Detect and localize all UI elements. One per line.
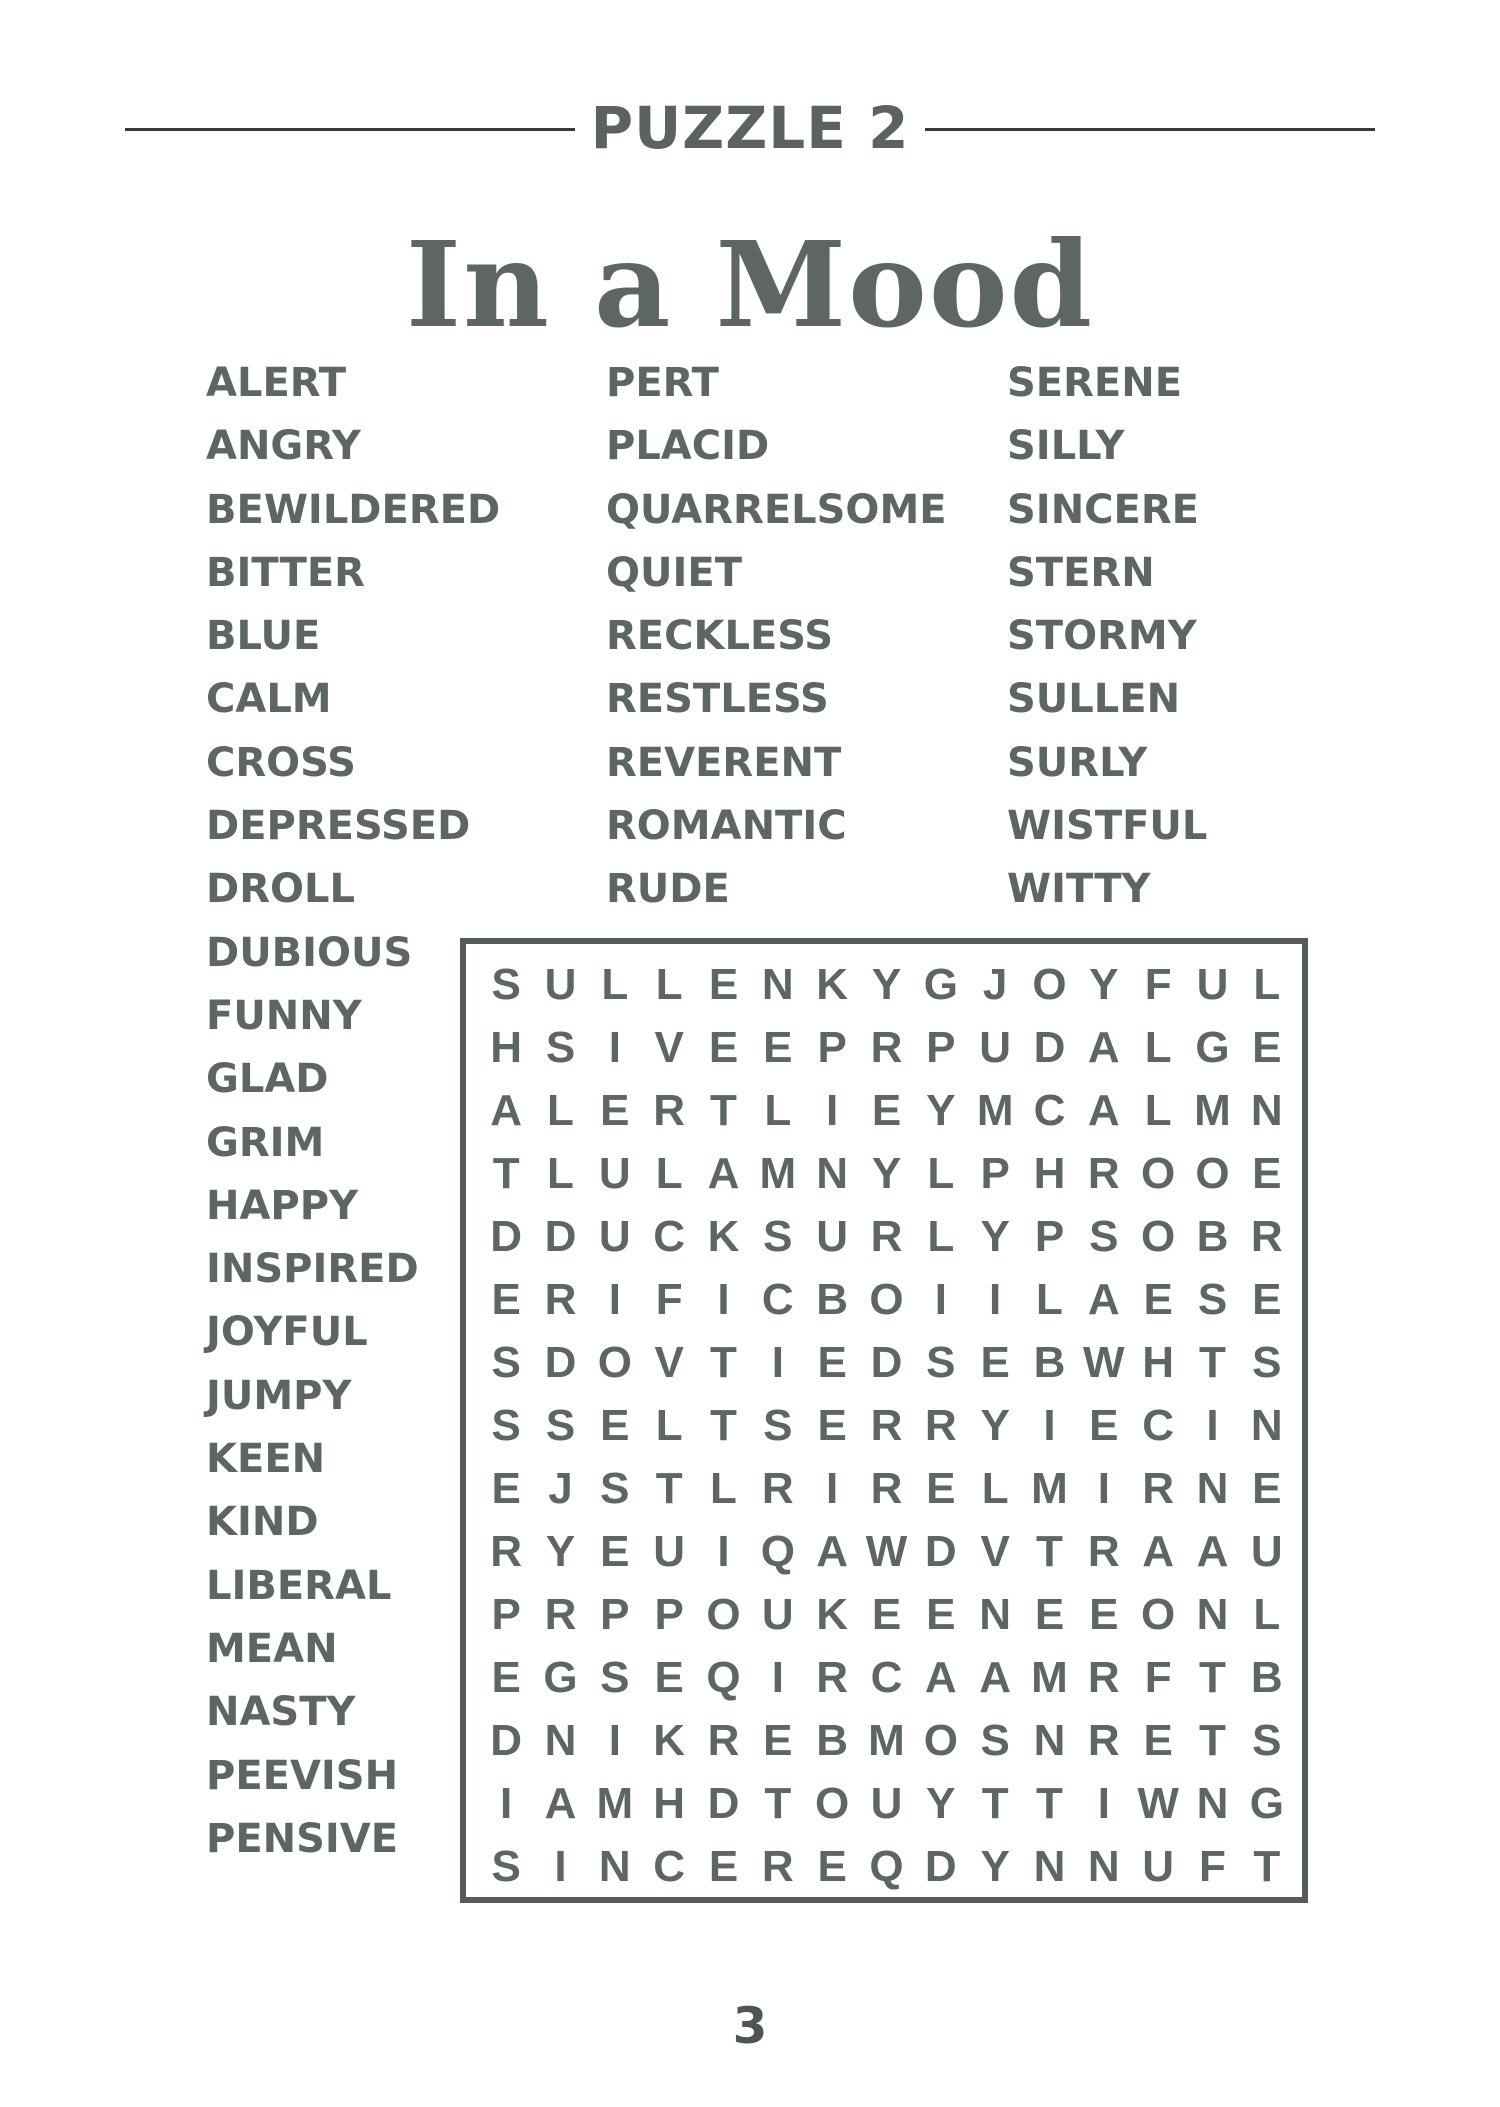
word-list-item: ANGRY bbox=[206, 423, 361, 470]
word-list-item: SILLY bbox=[1007, 423, 1125, 470]
page-number: 3 bbox=[732, 1997, 768, 2055]
word-list-item: RESTLESS bbox=[606, 676, 829, 723]
grid-cell[interactable]: H bbox=[1033, 1148, 1066, 1198]
grid-cell[interactable]: P bbox=[1034, 1211, 1065, 1261]
grid-cell[interactable]: N bbox=[1196, 1778, 1229, 1828]
grid-cell[interactable]: I bbox=[771, 1337, 784, 1387]
grid-cell[interactable]: E bbox=[926, 1589, 956, 1639]
grid-cell[interactable]: Y bbox=[871, 1148, 902, 1198]
grid-cell[interactable]: I bbox=[608, 1715, 621, 1765]
word-list-item: BLUE bbox=[206, 613, 321, 660]
grid-cell[interactable]: L bbox=[764, 1085, 792, 1135]
grid-cell[interactable]: R bbox=[870, 1211, 903, 1261]
grid-cell[interactable]: N bbox=[544, 1715, 577, 1765]
grid-cell[interactable]: E bbox=[817, 1400, 847, 1450]
grid-cell[interactable]: N bbox=[1087, 1841, 1120, 1891]
grid-cell[interactable]: N bbox=[979, 1589, 1012, 1639]
grid-cell[interactable]: U bbox=[598, 1148, 631, 1198]
grid-cell[interactable]: M bbox=[976, 1085, 1014, 1135]
grid-cell[interactable]: Y bbox=[871, 959, 902, 1009]
grid-cell[interactable]: C bbox=[1033, 1085, 1066, 1135]
grid-cell[interactable]: E bbox=[1252, 1148, 1282, 1198]
grid-cell[interactable]: R bbox=[544, 1589, 577, 1639]
grid-cell[interactable]: I bbox=[717, 1274, 730, 1324]
grid-cell[interactable]: A bbox=[1087, 1085, 1120, 1135]
grid-cell[interactable]: E bbox=[654, 1652, 684, 1702]
grid-cell[interactable]: R bbox=[761, 1841, 794, 1891]
grid-cell[interactable]: E bbox=[763, 1022, 793, 1072]
grid-cell[interactable]: I bbox=[1097, 1463, 1110, 1513]
word-list-item: WISTFUL bbox=[1007, 803, 1208, 850]
grid-cell[interactable]: S bbox=[600, 1463, 630, 1513]
grid-cell[interactable]: S bbox=[1197, 1274, 1228, 1324]
grid-cell[interactable]: W bbox=[1083, 1337, 1125, 1387]
word-list-item: STERN bbox=[1007, 549, 1155, 596]
grid-cell[interactable]: I bbox=[554, 1841, 567, 1891]
word-list-item: PENSIVE bbox=[206, 1815, 399, 1862]
grid-cell[interactable]: W bbox=[865, 1526, 908, 1576]
grid-cell[interactable]: T bbox=[1036, 1778, 1063, 1828]
grid-cell[interactable]: T bbox=[981, 1778, 1009, 1828]
word-list-item: PEEVISH bbox=[206, 1752, 399, 1799]
grid-cell[interactable]: L bbox=[927, 1211, 955, 1261]
grid-cell[interactable]: M bbox=[759, 1148, 797, 1198]
grid-cell[interactable]: L bbox=[1144, 1085, 1172, 1135]
grid-cell[interactable]: C bbox=[653, 1211, 686, 1261]
grid-cell[interactable]: O bbox=[923, 1715, 958, 1765]
grid-cell[interactable]: F bbox=[1144, 1652, 1172, 1702]
grid-cell[interactable]: I bbox=[608, 1022, 621, 1072]
grid-cell[interactable]: S bbox=[1252, 1715, 1282, 1765]
grid-cell[interactable]: R bbox=[1087, 1526, 1120, 1576]
word-list-item: BITTER bbox=[206, 549, 365, 596]
word-list-item: SERENE bbox=[1007, 360, 1183, 406]
grid-cell[interactable]: S bbox=[980, 1715, 1010, 1765]
grid-cell[interactable]: E bbox=[708, 1841, 739, 1891]
word-list-item: PLACID bbox=[606, 423, 770, 470]
grid-cell[interactable]: S bbox=[545, 1400, 576, 1450]
word-list-item: KEEN bbox=[206, 1436, 326, 1483]
word-list-item: WITTY bbox=[1007, 866, 1151, 913]
grid-cell[interactable]: A bbox=[816, 1526, 849, 1576]
grid-cell[interactable]: C bbox=[653, 1841, 686, 1891]
word-list-item: REVERENT bbox=[606, 739, 842, 786]
word-list-item: DROLL bbox=[206, 866, 355, 913]
grid-cell[interactable]: K bbox=[816, 959, 849, 1009]
word-search-grid[interactable] bbox=[479, 953, 1294, 1898]
word-list-item: HAPPY bbox=[206, 1182, 359, 1229]
word-list-item: SULLEN bbox=[1007, 676, 1181, 723]
grid-cell[interactable]: U bbox=[544, 959, 577, 1009]
grid-cell[interactable]: Q bbox=[760, 1526, 795, 1576]
word-list-item: RUDE bbox=[606, 866, 730, 913]
grid-cell[interactable]: U bbox=[653, 1526, 686, 1576]
grid-cell[interactable]: A bbox=[979, 1652, 1012, 1702]
grid-cell[interactable]: B bbox=[1033, 1337, 1066, 1387]
word-list-item: ROMANTIC bbox=[606, 803, 847, 850]
grid-cell[interactable]: T bbox=[710, 1085, 737, 1135]
word-list-column-3 bbox=[1007, 352, 1207, 922]
word-list-item: GRIM bbox=[206, 1119, 325, 1166]
word-list-item: CROSS bbox=[206, 739, 356, 786]
grid-cell[interactable]: R bbox=[653, 1085, 686, 1135]
grid-cell[interactable]: B bbox=[816, 1274, 849, 1324]
grid-cell[interactable]: K bbox=[653, 1715, 686, 1765]
grid-cell[interactable]: U bbox=[1142, 1841, 1175, 1891]
grid-cell[interactable]: Y bbox=[1089, 959, 1119, 1009]
grid-cell[interactable]: J bbox=[982, 959, 1008, 1009]
grid-cell[interactable]: I bbox=[934, 1274, 947, 1324]
word-list-item: NASTY bbox=[206, 1689, 356, 1736]
grid-cell[interactable]: E bbox=[1252, 1274, 1282, 1324]
grid-cell[interactable]: E bbox=[763, 1715, 793, 1765]
grid-cell[interactable]: H bbox=[490, 1022, 523, 1072]
grid-cell[interactable]: G bbox=[923, 959, 958, 1009]
grid-cell[interactable]: A bbox=[1142, 1526, 1175, 1576]
word-search-grid-frame bbox=[460, 938, 1308, 1903]
grid-cell[interactable]: A bbox=[924, 1652, 957, 1702]
grid-cell[interactable]: E bbox=[1143, 1274, 1173, 1324]
grid-cell[interactable]: F bbox=[655, 1274, 683, 1324]
grid-cell[interactable]: U bbox=[598, 1211, 631, 1261]
word-list-item: LIBERAL bbox=[206, 1562, 392, 1609]
grid-cell[interactable]: C bbox=[761, 1274, 794, 1324]
word-list-item: BEWILDERED bbox=[206, 486, 501, 533]
word-list-column-2 bbox=[606, 352, 947, 922]
grid-cell[interactable]: M bbox=[868, 1715, 905, 1765]
grid-cell[interactable]: P bbox=[926, 1022, 956, 1072]
grid-cell[interactable]: E bbox=[1143, 1715, 1173, 1765]
grid-cell[interactable]: I bbox=[1043, 1400, 1056, 1450]
grid-cell[interactable]: I bbox=[1206, 1400, 1219, 1450]
grid-cell[interactable]: R bbox=[1250, 1211, 1283, 1261]
grid-cell[interactable]: S bbox=[491, 1841, 521, 1891]
word-list-item: INSPIRED bbox=[206, 1246, 419, 1293]
grid-cell[interactable]: Y bbox=[545, 1526, 576, 1576]
grid-cell[interactable]: B bbox=[816, 1715, 849, 1765]
word-list-column-1 bbox=[206, 352, 500, 1871]
grid-cell[interactable]: H bbox=[653, 1778, 686, 1828]
grid-cell[interactable]: T bbox=[1036, 1526, 1063, 1576]
grid-cell[interactable]: D bbox=[490, 1211, 523, 1261]
grid-cell[interactable]: E bbox=[1252, 1022, 1282, 1072]
grid-cell[interactable]: Y bbox=[926, 1085, 956, 1135]
grid-cell[interactable]: P bbox=[980, 1148, 1010, 1198]
grid-cell[interactable]: T bbox=[1253, 1841, 1281, 1891]
grid-cell[interactable]: N bbox=[1196, 1463, 1229, 1513]
grid-cell[interactable]: N bbox=[761, 959, 794, 1009]
grid-cell[interactable]: T bbox=[710, 1400, 737, 1450]
grid-cell[interactable]: N bbox=[598, 1841, 631, 1891]
grid-cell[interactable]: S bbox=[491, 959, 521, 1009]
grid-cell[interactable]: T bbox=[1199, 1652, 1226, 1702]
grid-cell[interactable]: E bbox=[491, 1652, 521, 1702]
grid-cell[interactable]: O bbox=[1032, 959, 1067, 1009]
grid-cell[interactable]: L bbox=[981, 1463, 1009, 1513]
grid-cell[interactable]: F bbox=[1144, 959, 1172, 1009]
word-list-item: STORMY bbox=[1007, 613, 1197, 660]
word-list-item: GLAD bbox=[206, 1056, 329, 1103]
grid-cell[interactable]: O bbox=[1141, 1148, 1176, 1198]
grid-cell[interactable]: L bbox=[1253, 959, 1281, 1009]
grid-cell[interactable]: S bbox=[1089, 1211, 1119, 1261]
grid-cell[interactable]: E bbox=[600, 1085, 630, 1135]
word-list-item: SURLY bbox=[1007, 739, 1148, 786]
grid-cell[interactable]: P bbox=[600, 1589, 630, 1639]
grid-cell[interactable]: B bbox=[1196, 1211, 1229, 1261]
grid-cell[interactable]: U bbox=[1196, 959, 1229, 1009]
grid-cell[interactable]: U bbox=[816, 1211, 849, 1261]
grid-cell[interactable]: E bbox=[600, 1526, 630, 1576]
grid-cell[interactable]: S bbox=[491, 1400, 521, 1450]
grid-cell[interactable]: G bbox=[543, 1652, 578, 1702]
grid-cell[interactable]: A bbox=[707, 1148, 740, 1198]
grid-cell[interactable]: R bbox=[1142, 1463, 1175, 1513]
grid-cell[interactable]: N bbox=[816, 1148, 849, 1198]
grid-cell[interactable]: L bbox=[1036, 1274, 1063, 1324]
grid-cell[interactable]: A bbox=[1087, 1274, 1120, 1324]
grid-cell[interactable]: G bbox=[1195, 1022, 1230, 1072]
grid-cell[interactable]: U bbox=[1250, 1526, 1283, 1576]
grid-cell[interactable]: G bbox=[1249, 1778, 1284, 1828]
grid-cell[interactable]: M bbox=[1031, 1652, 1068, 1702]
grid-cell[interactable]: L bbox=[547, 1148, 574, 1198]
grid-cell[interactable]: Y bbox=[980, 1400, 1010, 1450]
grid-cell[interactable]: D bbox=[490, 1715, 523, 1765]
grid-cell[interactable]: A bbox=[1196, 1526, 1229, 1576]
grid-cell[interactable]: R bbox=[1087, 1715, 1120, 1765]
grid-cell[interactable]: R bbox=[870, 1022, 903, 1072]
grid-cell[interactable]: P bbox=[817, 1022, 847, 1072]
grid-cell[interactable]: L bbox=[655, 1148, 683, 1198]
grid-cell[interactable]: L bbox=[710, 1463, 737, 1513]
grid-cell[interactable]: U bbox=[870, 1778, 903, 1828]
grid-cell[interactable]: I bbox=[989, 1274, 1002, 1324]
grid-cell[interactable]: I bbox=[608, 1274, 621, 1324]
grid-cell[interactable]: R bbox=[816, 1652, 849, 1702]
grid-cell[interactable]: W bbox=[1137, 1778, 1179, 1828]
grid-cell[interactable]: Y bbox=[926, 1778, 956, 1828]
grid-cell[interactable]: O bbox=[597, 1337, 632, 1387]
grid-cell[interactable]: L bbox=[1144, 1022, 1172, 1072]
puzzle-title: In a Mood bbox=[405, 215, 1095, 354]
grid-cell[interactable]: O bbox=[1141, 1589, 1176, 1639]
grid-cell[interactable]: D bbox=[1033, 1022, 1066, 1072]
word-list-item: JOYFUL bbox=[206, 1309, 368, 1356]
word-list-item: SINCERE bbox=[1007, 486, 1199, 533]
grid-cell[interactable]: O bbox=[706, 1589, 741, 1639]
word-list-item: KIND bbox=[206, 1499, 319, 1546]
grid-cell[interactable]: Q bbox=[706, 1652, 741, 1702]
grid-cell[interactable]: S bbox=[763, 1400, 793, 1450]
grid-cell[interactable]: K bbox=[707, 1211, 740, 1261]
grid-cell[interactable]: E bbox=[708, 959, 739, 1009]
grid-cell[interactable]: N bbox=[1196, 1589, 1229, 1639]
grid-cell[interactable]: A bbox=[544, 1778, 577, 1828]
grid-cell[interactable]: V bbox=[980, 1526, 1010, 1576]
grid-cell[interactable]: R bbox=[870, 1463, 903, 1513]
grid-cell[interactable]: E bbox=[871, 1085, 902, 1135]
grid-cell[interactable]: H bbox=[1142, 1337, 1175, 1387]
grid-cell[interactable]: R bbox=[924, 1400, 957, 1450]
grid-cell[interactable]: D bbox=[707, 1778, 740, 1828]
word-list-item: ALERT bbox=[206, 360, 347, 406]
grid-cell[interactable]: L bbox=[655, 959, 683, 1009]
grid-cell[interactable]: R bbox=[707, 1715, 740, 1765]
word-list-item: MEAN bbox=[206, 1625, 338, 1672]
grid-cell[interactable]: R bbox=[870, 1400, 903, 1450]
grid-cell[interactable]: D bbox=[924, 1841, 957, 1891]
grid-cell[interactable]: T bbox=[1199, 1337, 1226, 1387]
grid-cell[interactable]: B bbox=[1250, 1652, 1283, 1702]
grid-cell[interactable]: T bbox=[492, 1148, 520, 1198]
grid-cell[interactable]: S bbox=[763, 1211, 793, 1261]
grid-cell[interactable]: E bbox=[600, 1400, 630, 1450]
grid-cell[interactable]: Q bbox=[869, 1841, 904, 1891]
grid-cell[interactable]: I bbox=[500, 1778, 513, 1828]
grid-cell[interactable]: T bbox=[1199, 1715, 1226, 1765]
grid-cell[interactable]: S bbox=[1252, 1337, 1282, 1387]
grid-cell[interactable]: D bbox=[544, 1211, 577, 1261]
grid-cell[interactable]: O bbox=[815, 1778, 850, 1828]
grid-cell[interactable]: R bbox=[761, 1463, 794, 1513]
grid-cell[interactable]: E bbox=[1034, 1589, 1065, 1639]
grid-cell[interactable]: N bbox=[1250, 1085, 1283, 1135]
grid-cell[interactable]: N bbox=[1033, 1715, 1066, 1765]
grid-cell[interactable]: P bbox=[654, 1589, 684, 1639]
grid-cell[interactable]: E bbox=[926, 1463, 956, 1513]
grid-cell[interactable]: R bbox=[490, 1526, 523, 1576]
grid-cell[interactable]: C bbox=[870, 1652, 903, 1702]
word-list-item: FUNNY bbox=[206, 992, 362, 1039]
grid-cell[interactable]: D bbox=[544, 1337, 577, 1387]
word-list-item: DUBIOUS bbox=[206, 929, 413, 976]
word-list-item: CALM bbox=[206, 676, 332, 723]
grid-cell[interactable]: R bbox=[544, 1274, 577, 1324]
word-list-item: JUMPY bbox=[206, 1372, 352, 1419]
grid-cell[interactable]: I bbox=[771, 1652, 784, 1702]
grid-cell[interactable]: S bbox=[600, 1652, 630, 1702]
grid-cell[interactable]: N bbox=[1250, 1400, 1283, 1450]
grid-cell[interactable]: K bbox=[816, 1589, 849, 1639]
grid-cell[interactable]: S bbox=[545, 1022, 576, 1072]
grid-cell[interactable]: I bbox=[1097, 1778, 1110, 1828]
word-list-item: QUARRELSOME bbox=[606, 486, 947, 533]
word-list-item: DEPRESSED bbox=[206, 803, 471, 850]
grid-cell[interactable]: O bbox=[1195, 1148, 1230, 1198]
grid-cell[interactable]: J bbox=[548, 1463, 573, 1513]
grid-cell[interactable]: O bbox=[869, 1274, 904, 1324]
grid-cell[interactable]: V bbox=[654, 1022, 684, 1072]
grid-cell[interactable]: N bbox=[1033, 1841, 1066, 1891]
grid-cell[interactable]: E bbox=[817, 1337, 847, 1387]
grid-cell[interactable]: A bbox=[1087, 1022, 1120, 1072]
grid-cell[interactable]: M bbox=[1031, 1463, 1068, 1513]
grid-cell[interactable]: U bbox=[979, 1022, 1012, 1072]
grid-cell[interactable]: E bbox=[1252, 1463, 1282, 1513]
grid-cell[interactable]: L bbox=[547, 1085, 574, 1135]
grid-cell[interactable]: E bbox=[1089, 1400, 1119, 1450]
grid-cell[interactable]: T bbox=[655, 1463, 683, 1513]
grid-cell[interactable]: T bbox=[710, 1337, 737, 1387]
grid-cell[interactable]: E bbox=[817, 1841, 847, 1891]
grid-cell[interactable]: S bbox=[926, 1337, 956, 1387]
grid-cell[interactable]: S bbox=[491, 1337, 521, 1387]
header-rule-left bbox=[125, 128, 575, 131]
grid-cell[interactable]: I bbox=[717, 1526, 730, 1576]
grid-cell[interactable]: R bbox=[1087, 1652, 1120, 1702]
grid-cell[interactable]: E bbox=[491, 1463, 521, 1513]
grid-cell[interactable]: L bbox=[655, 1400, 683, 1450]
grid-cell[interactable]: L bbox=[927, 1148, 955, 1198]
puzzle-header bbox=[125, 88, 1375, 168]
grid-cell[interactable]: Y bbox=[980, 1841, 1010, 1891]
word-list-item: RECKLESS bbox=[606, 613, 834, 660]
grid-cell[interactable]: A bbox=[490, 1085, 523, 1135]
grid-cell[interactable]: C bbox=[1142, 1400, 1175, 1450]
grid-cell[interactable]: R bbox=[1087, 1148, 1120, 1198]
grid-cell[interactable]: U bbox=[761, 1589, 794, 1639]
grid-cell[interactable]: E bbox=[491, 1274, 521, 1324]
grid-cell[interactable]: V bbox=[654, 1337, 684, 1387]
grid-cell[interactable]: I bbox=[826, 1463, 839, 1513]
grid-cell[interactable]: M bbox=[1194, 1085, 1231, 1135]
grid-cell[interactable]: L bbox=[601, 959, 629, 1009]
grid-cell[interactable]: E bbox=[708, 1022, 739, 1072]
grid-cell[interactable]: E bbox=[980, 1337, 1010, 1387]
grid-cell[interactable]: D bbox=[870, 1337, 903, 1387]
puzzle-label: PUZZLE 2 bbox=[590, 94, 910, 162]
grid-cell[interactable]: E bbox=[1089, 1589, 1119, 1639]
header-rule-right bbox=[925, 128, 1375, 131]
grid-cell[interactable]: E bbox=[871, 1589, 902, 1639]
grid-cell[interactable]: D bbox=[924, 1526, 957, 1576]
grid-cell[interactable]: I bbox=[826, 1085, 839, 1135]
grid-cell[interactable]: O bbox=[1141, 1211, 1176, 1261]
grid-cell[interactable]: Y bbox=[980, 1211, 1010, 1261]
grid-cell[interactable]: L bbox=[1253, 1589, 1281, 1639]
word-list-item: QUIET bbox=[606, 549, 742, 596]
word-list-item: PERT bbox=[606, 360, 719, 406]
grid-cell[interactable]: P bbox=[491, 1589, 521, 1639]
grid-cell[interactable]: F bbox=[1199, 1841, 1226, 1891]
grid-cell[interactable]: T bbox=[764, 1778, 792, 1828]
grid-cell[interactable]: M bbox=[596, 1778, 634, 1828]
